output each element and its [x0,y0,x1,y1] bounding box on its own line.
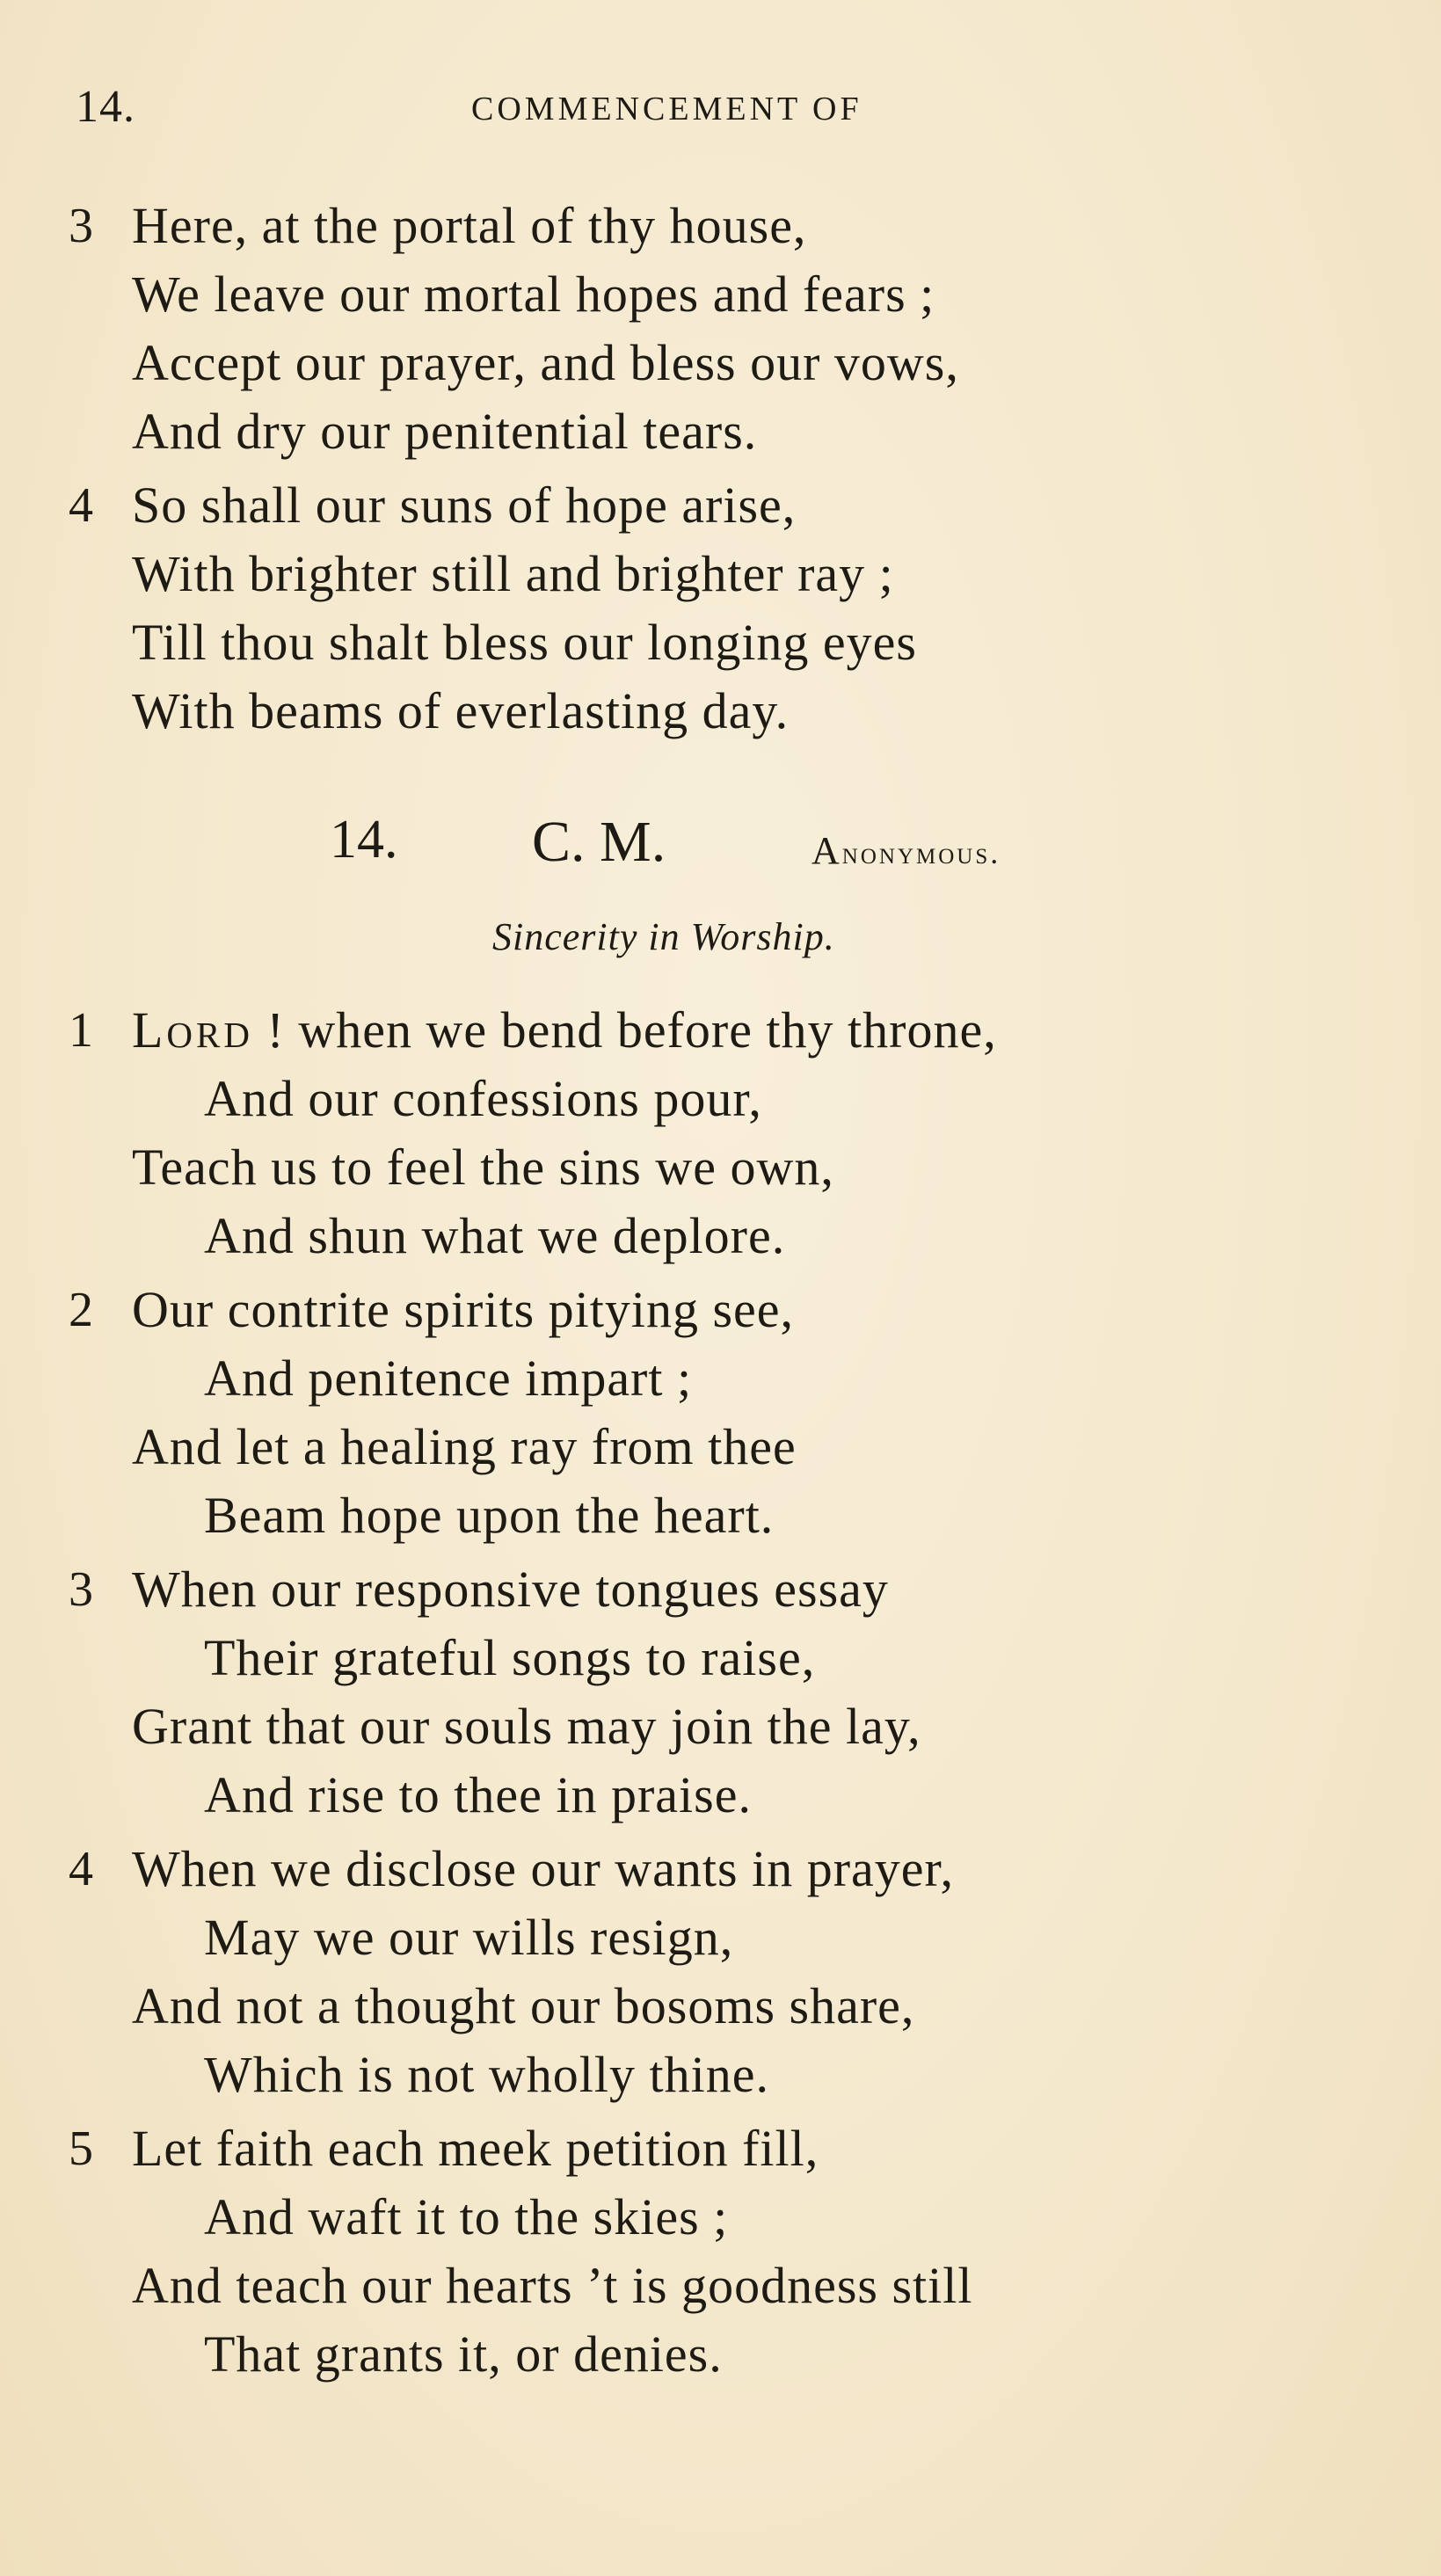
running-head-title: COMMENCEMENT OF [471,91,862,127]
verse-line: And penitence impart ; [204,1350,693,1407]
verse-line: Their grateful songs to raise, [204,1629,816,1686]
verse-line: With beams of everlasting day. [132,682,790,739]
verse-line: Let faith each meek petition fill, [132,2120,819,2177]
stanza-number: 2 [69,1283,93,1337]
verse-line: Teach us to feel the sins we own, [132,1139,834,1196]
hymn-author: Anonymous. [811,829,1001,872]
hymn-stanza-4 [69,1835,1398,2109]
stanza-number: 5 [69,2121,93,2176]
prev-hymn-stanza-3 [69,192,1398,466]
hymn-stanza-3 [69,1555,1398,1830]
hymn-stanza-2 [69,1276,1398,1550]
page-number: 14. [76,82,135,132]
verse-line: Beam hope upon the heart. [204,1487,775,1544]
hymn-number: 14. [330,810,398,870]
verse-line: When our responsive tongues essay [132,1561,889,1618]
hymn-meter: C. M. [532,810,666,874]
verse-line: May we our wills resign, [204,1909,734,1966]
verse-line: So shall our suns of hope arise, [132,477,797,534]
verse-line: Here, at the portal of thy house, [132,197,807,254]
verse-line: And dry our penitential tears. [132,403,758,460]
verse-line-rest: ! when we bend before thy throne, [253,1001,997,1059]
verse-line: Which is not wholly thine. [204,2046,769,2103]
verse-line: And shun what we deplore. [204,1207,786,1264]
verse-line: And teach our hearts ’t is goodness still [132,2257,973,2314]
verse-line: When we disclose our wants in prayer, [132,1840,955,1897]
verse-line: That grants it, or denies. [204,2325,723,2383]
hymn-stanza-5 [69,2114,1398,2389]
stanza-number: 3 [69,199,93,253]
verse-line: We leave our mortal hopes and fears ; [132,266,935,323]
hymn-stanza-1 [69,996,1398,1270]
verse-line: Grant that our souls may join the lay, [132,1698,921,1755]
verse-line: And our confessions pour, [204,1070,762,1127]
stanza-number: 1 [69,1003,93,1058]
hymn-heading [330,809,1121,879]
first-word: Lord [132,1001,253,1059]
stanza-number: 3 [69,1562,93,1617]
verse-line [132,996,1398,1065]
verse-line: Our contrite spirits pitying see, [132,1281,795,1338]
verse-line: Accept our prayer, and bless our vows, [132,334,959,391]
verse-line: And not a thought our bosoms share, [132,1977,915,2034]
stanza-number: 4 [69,478,93,533]
stanza-number: 4 [69,1842,93,1896]
verse-line: And let a healing ray from thee [132,1418,797,1475]
verse-line: With brighter still and brighter ray ; [132,545,894,602]
running-head [76,81,1131,134]
verse-line: And rise to thee in praise. [204,1766,752,1823]
verse-line: And waft it to the skies ; [204,2188,729,2245]
verse-line: Till thou shalt bless our longing eyes [132,614,917,671]
prev-hymn-stanza-4 [69,471,1398,746]
hymn-subtitle: Sincerity in Worship. [492,915,835,958]
